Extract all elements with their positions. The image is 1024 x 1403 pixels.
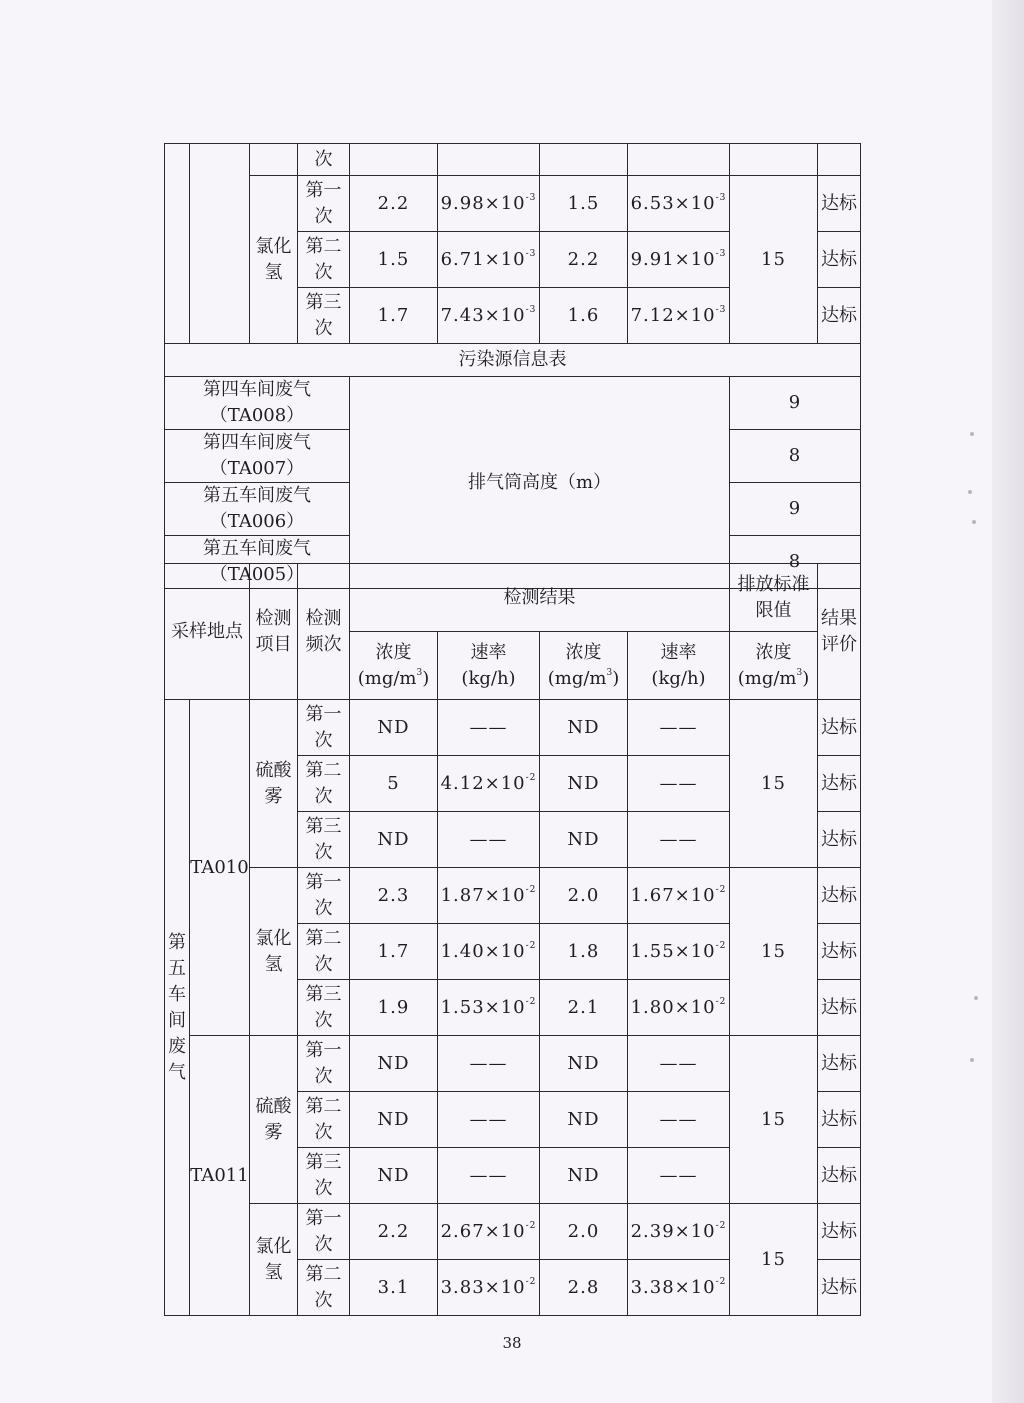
freq-cell: 第二次 bbox=[298, 232, 350, 288]
rate-cell: $4.12\times 10^{-2}$ bbox=[438, 756, 540, 812]
source-row bbox=[165, 377, 861, 430]
item-cell: 氯化氢 bbox=[250, 868, 298, 1036]
conc-cell: 1.7 bbox=[350, 288, 438, 344]
conc-cell: 1.8 bbox=[540, 924, 628, 980]
rate-cell: —— bbox=[628, 812, 730, 868]
source-name: 第四车间废气（TA008） bbox=[165, 377, 350, 430]
header-freq: 检测频次 bbox=[298, 564, 350, 700]
eval-cell: 达标 bbox=[818, 232, 861, 288]
rate-cell: —— bbox=[438, 1148, 540, 1204]
conc-cell: 1.5 bbox=[350, 232, 438, 288]
continued-row bbox=[165, 144, 861, 176]
freq-cell: 第一次 bbox=[298, 868, 350, 924]
page-number: 38 bbox=[502, 1334, 522, 1352]
rate-cell: $7.12\times 10^{-3}$ bbox=[628, 288, 730, 344]
header-location: 采样地点 bbox=[165, 564, 250, 700]
conc-cell: 1.9 bbox=[350, 980, 438, 1036]
freq-cell: 第二次 bbox=[298, 924, 350, 980]
freq-cell: 第三次 bbox=[298, 980, 350, 1036]
eval-cell: 达标 bbox=[818, 756, 861, 812]
scan-speck bbox=[974, 996, 978, 1000]
sample-point-cell: TA011 bbox=[190, 1036, 250, 1316]
eval-cell: 达标 bbox=[818, 868, 861, 924]
header-conc: 浓度 $(mg/m^3)$ bbox=[350, 632, 438, 700]
source-name: 第五车间废气（TA005） bbox=[165, 536, 350, 589]
rate-cell: —— bbox=[628, 1148, 730, 1204]
stack-height-value: 8 bbox=[730, 430, 861, 483]
table-row bbox=[165, 1204, 861, 1260]
eval-cell: 达标 bbox=[818, 1148, 861, 1204]
rate-cell: —— bbox=[628, 1092, 730, 1148]
header-rate: 速率 (kg/h) bbox=[628, 632, 730, 700]
limit-cell: 15 bbox=[730, 1036, 818, 1204]
rate-cell: —— bbox=[628, 756, 730, 812]
eval-cell: 达标 bbox=[818, 1204, 861, 1260]
rate-cell: —— bbox=[438, 1036, 540, 1092]
eval-cell: 达标 bbox=[818, 700, 861, 756]
header-limit-conc: 浓度 $(mg/m^3)$ bbox=[730, 632, 818, 700]
freq-cell: 第二次 bbox=[298, 756, 350, 812]
item-cell: 氯化氢 bbox=[250, 176, 298, 344]
source-table-title: 污染源信息表 bbox=[165, 344, 861, 377]
source-table-title-row bbox=[165, 344, 861, 377]
rate-cell: —— bbox=[438, 1092, 540, 1148]
rate-cell: $1.87\times 10^{-2}$ bbox=[438, 868, 540, 924]
source-name: 第五车间废气（TA006） bbox=[165, 483, 350, 536]
sample-point-cell-continued bbox=[190, 144, 250, 344]
header-item: 检测项目 bbox=[250, 564, 298, 700]
rate-cell: —— bbox=[438, 700, 540, 756]
freq-cell: 第一次 bbox=[298, 1204, 350, 1260]
rate-cell: $7.43\times 10^{-3}$ bbox=[438, 288, 540, 344]
freq-cell: 第二次 bbox=[298, 1092, 350, 1148]
header-rate: 速率 (kg/h) bbox=[438, 632, 540, 700]
rate-cell: $1.67\times 10^{-2}$ bbox=[628, 868, 730, 924]
header-conc: 浓度 $(mg/m^3)$ bbox=[540, 632, 628, 700]
eval-cell: 达标 bbox=[818, 176, 861, 232]
conc-cell: 2.1 bbox=[540, 980, 628, 1036]
stack-height-value: 8 bbox=[730, 536, 861, 589]
page-edge-shadow bbox=[992, 0, 1024, 1403]
conc-cell: ND bbox=[540, 700, 628, 756]
sample-point-cell: TA010 bbox=[190, 700, 250, 1036]
table-row bbox=[165, 700, 861, 756]
limit-cell: 15 bbox=[730, 868, 818, 1036]
conc-cell: ND bbox=[540, 812, 628, 868]
rate-cell: $2.39\times 10^{-2}$ bbox=[628, 1204, 730, 1260]
conc-cell: 1.7 bbox=[350, 924, 438, 980]
conc-cell: ND bbox=[350, 812, 438, 868]
item-cell: 硫酸雾 bbox=[250, 700, 298, 868]
conc-cell: 2.3 bbox=[350, 868, 438, 924]
freq-cell: 第一次 bbox=[298, 1036, 350, 1092]
rate-cell: $9.91\times 10^{-3}$ bbox=[628, 232, 730, 288]
freq-cell: 第三次 bbox=[298, 1148, 350, 1204]
header-row bbox=[165, 564, 861, 632]
conc-cell: 5 bbox=[350, 756, 438, 812]
rate-cell: $3.83\times 10^{-2}$ bbox=[438, 1260, 540, 1316]
item-cell-continued bbox=[250, 144, 298, 176]
conc-cell: ND bbox=[540, 1148, 628, 1204]
freq-cell: 次 bbox=[298, 144, 350, 176]
scan-speck bbox=[972, 520, 976, 524]
source-name: 第四车间废气（TA007） bbox=[165, 430, 350, 483]
limit-cell: 15 bbox=[730, 176, 818, 344]
eval-cell: 达标 bbox=[818, 1260, 861, 1316]
rate-cell: —— bbox=[628, 1036, 730, 1092]
eval-cell: 达标 bbox=[818, 980, 861, 1036]
conc-cell: 2.8 bbox=[540, 1260, 628, 1316]
freq-cell: 第一次 bbox=[298, 176, 350, 232]
scan-speck bbox=[970, 432, 974, 436]
rate-cell: $1.80\times 10^{-2}$ bbox=[628, 980, 730, 1036]
location-cell: 第五车间废气 bbox=[165, 700, 190, 1316]
conc-cell: ND bbox=[350, 700, 438, 756]
freq-cell: 第二次 bbox=[298, 1260, 350, 1316]
location-cell-continued bbox=[165, 144, 190, 344]
conc-cell: ND bbox=[540, 1036, 628, 1092]
rate-cell: —— bbox=[628, 700, 730, 756]
item-cell: 硫酸雾 bbox=[250, 1036, 298, 1204]
conc-cell: 2.0 bbox=[540, 868, 628, 924]
freq-cell: 第一次 bbox=[298, 700, 350, 756]
limit-cell: 15 bbox=[730, 700, 818, 868]
eval-cell: 达标 bbox=[818, 288, 861, 344]
table-row bbox=[165, 868, 861, 924]
rate-cell: $9.98\times 10^{-3}$ bbox=[438, 176, 540, 232]
conc-cell: 1.5 bbox=[540, 176, 628, 232]
conc-cell: 3.1 bbox=[350, 1260, 438, 1316]
item-cell: 氯化氢 bbox=[250, 1204, 298, 1316]
conc-cell: ND bbox=[350, 1092, 438, 1148]
limit-cell: 15 bbox=[730, 1204, 818, 1316]
rate-cell: $1.53\times 10^{-2}$ bbox=[438, 980, 540, 1036]
rate-cell: $1.55\times 10^{-2}$ bbox=[628, 924, 730, 980]
conc-cell: 2.2 bbox=[350, 1204, 438, 1260]
rate-cell: $6.53\times 10^{-3}$ bbox=[628, 176, 730, 232]
eval-cell: 达标 bbox=[818, 812, 861, 868]
rate-cell: $3.38\times 10^{-2}$ bbox=[628, 1260, 730, 1316]
top-table bbox=[164, 143, 861, 589]
conc-cell: ND bbox=[540, 1092, 628, 1148]
header-limit: 排放标准限值 bbox=[730, 564, 818, 632]
rate-cell: $1.40\times 10^{-2}$ bbox=[438, 924, 540, 980]
conc-cell: ND bbox=[350, 1148, 438, 1204]
eval-cell: 达标 bbox=[818, 1036, 861, 1092]
conc-cell: 2.0 bbox=[540, 1204, 628, 1260]
header-results: 检测结果 bbox=[350, 564, 730, 632]
table-row bbox=[165, 176, 861, 232]
conc-cell: ND bbox=[350, 1036, 438, 1092]
header-eval: 结果评价 bbox=[818, 564, 861, 700]
eval-cell: 达标 bbox=[818, 924, 861, 980]
eval-cell: 达标 bbox=[818, 1092, 861, 1148]
freq-cell: 第三次 bbox=[298, 812, 350, 868]
stack-height-value: 9 bbox=[730, 483, 861, 536]
scan-speck bbox=[970, 1058, 974, 1062]
conc-cell: 2.2 bbox=[350, 176, 438, 232]
conc-cell: ND bbox=[540, 756, 628, 812]
table-row bbox=[165, 1036, 861, 1092]
conc-cell: 1.6 bbox=[540, 288, 628, 344]
scan-speck bbox=[968, 490, 972, 494]
rate-cell: —— bbox=[438, 812, 540, 868]
conc-cell: 2.2 bbox=[540, 232, 628, 288]
freq-cell: 第三次 bbox=[298, 288, 350, 344]
stack-height-value: 9 bbox=[730, 377, 861, 430]
rate-cell: $2.67\times 10^{-2}$ bbox=[438, 1204, 540, 1260]
stack-height-label: 排气筒高度（m） bbox=[350, 377, 730, 589]
bottom-table bbox=[164, 563, 861, 1316]
rate-cell: $6.71\times 10^{-3}$ bbox=[438, 232, 540, 288]
